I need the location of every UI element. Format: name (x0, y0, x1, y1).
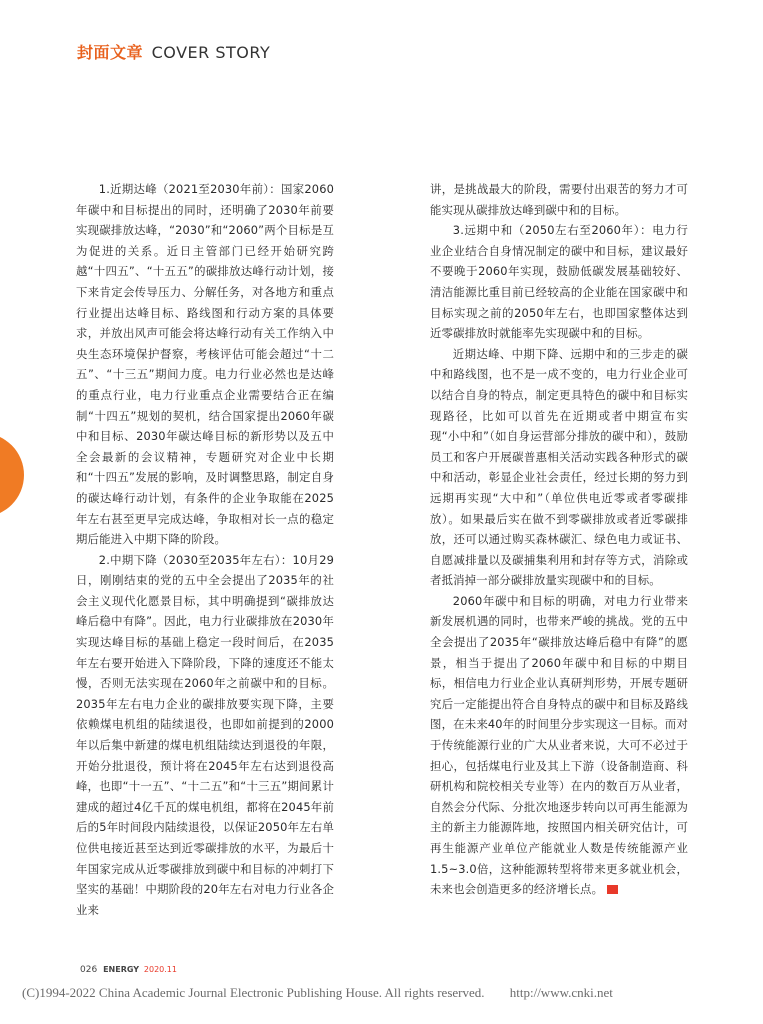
paragraph-conclusion (430, 591, 688, 900)
section-title-en: COVER STORY (151, 43, 271, 62)
section-title-cn: 封面文章 (77, 43, 144, 62)
page-footer (80, 965, 177, 975)
paragraph-continuation: 讲，是挑战最大的阶段，需要付出艰苦的努力才可能实现从碳排放达峰到碳中和的目标。 (430, 182, 688, 217)
paragraph-mid-term-decline: 2.中期下降（2030至2035年左右）：10月29日，刚刚结束的党的五中全会提出了2035年的社会主义现代化愿景目标，其中明确提到“碳排放达峰后稳中有降”。因此，电力行业碳排放在2030年实现达峰目标的基础上稳定一段时间后，在2035年左右要开始进入下降阶段，下降的速度还不能太慢，否则无法实现在2060年之前碳中和的目标。2035年左右电力企业的碳排放要实现下降，主要依赖煤电机组的陆续退役，也即如前提到的2000年以后集中新建的煤电机组陆续达到退役的年限，开始分批退役，预计将在2045年左右达到退役高峰，也即“十一五”、“十二五”和“十三五”期间累计建成的超过4亿千瓦的煤电机组，都将在2045年前后的5年时间段内陆续退役，以保证2050年左右单位供电接近甚至达到近零碳排放的水平，为最后十年国家完成从近零碳排放到碳中和目标的冲刺打下坚实的基础！中期阶段的20年左右对电力行业各企业来 (76, 552, 334, 917)
copyright-text: (C)1994-2022 China Academic Journal Electronic Publishing House. All rights reserved. (22, 985, 485, 1000)
section-header (77, 40, 270, 63)
side-tab-decoration (0, 433, 24, 517)
issue-date: 2020.11 (143, 965, 177, 974)
paragraph-long-term-neutrality: 3.远期中和（2050左右至2060年）：电力行业企业结合自身情况制定的碳中和目标，建议最好不要晚于2060年实现，鼓励低碳发展基础较好、清洁能源比重目前已经较高的企业能在国家碳中和目标实现之前的2050年左右，也即国家整体达到近零碳排放时就能率先实现碳中和的目标。 (430, 223, 688, 341)
copyright-url: http://www.cnki.net (509, 985, 613, 1000)
conclusion-text: 2060年碳中和目标的明确，对电力行业带来新发展机遇的同时，也带来严峻的挑战。党的五中全会提出了2035年“碳排放达峰后稳中有降”的愿景，相当于提出了2060年碳中和目标的中期目标，相信电力行业企业认真研判形势，开展专题研究后一定能提出符合自身特点的碳中和目标及路线图，在未来40年的时间里分步实现这一目标。而对于传统能源行业的广大从业者来说，大可不必过于担心，包括煤电行业及其上下游（设备制造商、科研机构和院校相关专业等）在内的数百万从业者，自然会分代际、分批次地逐步转向以可再生能源为主的新主力能源阵地，按照国内相关研究估计，可再生能源产业单位产能就业人数是传统能源产业1.5~3.0倍，这种能源转型将带来更多就业机会，未来也会创造更多的经济增长点。 (430, 593, 688, 897)
paragraph-near-term-peak: 1.近期达峰（2021至2030年前）：国家2060年碳中和目标提出的同时，还明确了2030年前要实现碳排放达峰，“2030”和“2060”两个目标是互为促进的关系。近日主管部门已经开始研究跨越“十四五”、“十五五”的碳排放达峰行动计划，接下来肯定会传导压力、分解任务，对各地方和重点行业提出达峰目标、路线图和行动方案的具体要求，并放出风声可能会将达峰行动有关工作纳入中央生态环境保护督察，考核评估可能会超过“十二五”、“十三五”期间力度。电力行业必然也是达峰的重点行业，电力行业重点企业需要结合正在编制“十四五”规划的契机，结合国家提出2060年碳中和目标、2030年碳达峰目标的新形势以及五中全会最新的会议精神，专题研究对企业中长期和“十四五”发展的影响，及时调整思路，制定自身的碳达峰行动计划，有条件的企业争取能在2025年左右甚至更早完成达峰，争取相对长一点的稳定期后能进入中期下降的阶段。 (76, 182, 334, 547)
paragraph-three-step-roadmap: 近期达峰、中期下降、远期中和的三步走的碳中和路线图，也不是一成不变的，电力行业企业可以结合自身的特点，制定更具特色的碳中和目标实现路径，比如可以首先在近期或者中期宣布实现“小中和”（如自身运营部分排放的碳中和），鼓励员工和客户开展碳普惠相关活动实践各种形式的碳中和活动，彰显企业社会责任，经过长期的努力到远期再实现“大中和”（单位供电近零或者零碳排放）。如果最后实在做不到零碳排放或者近零碳排放，还可以通过购买森林碳汇、绿色电力或证书、自愿减排量以及碳捕集利用和封存等方式，消除或者抵消掉一部分碳排放量实现碳中和的目标。 (430, 346, 688, 588)
left-column (76, 179, 334, 920)
copyright-watermark (22, 985, 613, 1001)
page-number: 026 (80, 965, 98, 975)
end-mark-icon (607, 885, 618, 894)
right-column (430, 179, 688, 900)
magazine-name: ENERGY (103, 965, 140, 974)
